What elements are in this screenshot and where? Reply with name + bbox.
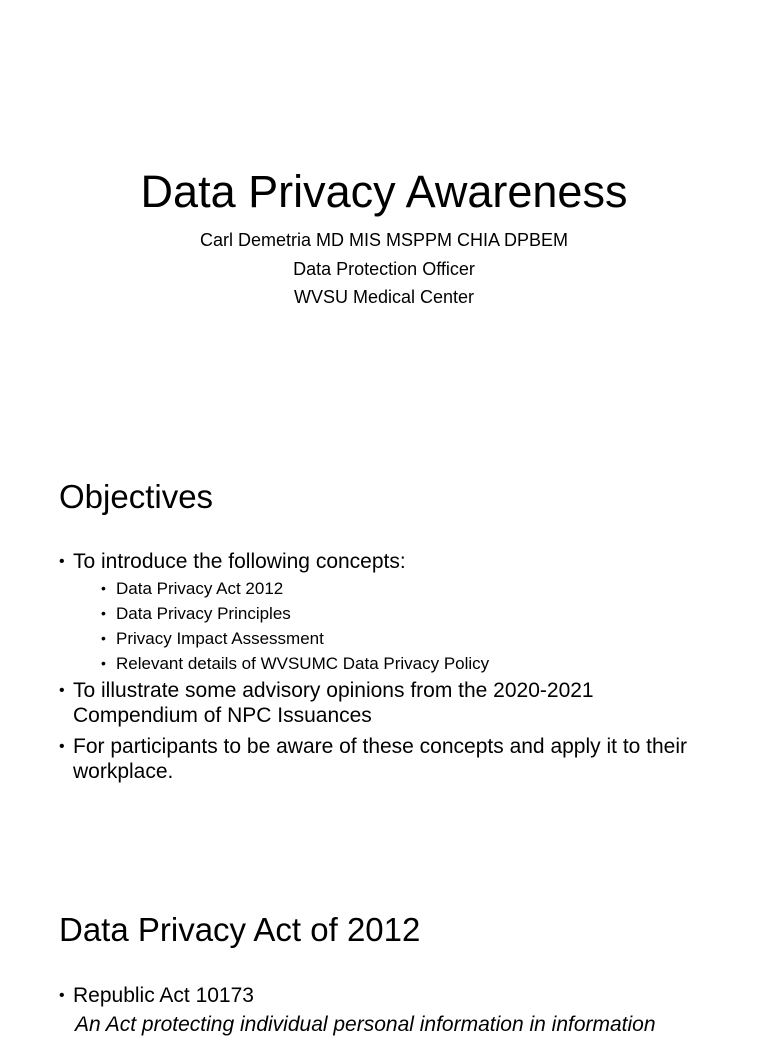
bullet-text: To introduce the following concepts:	[73, 550, 406, 573]
objectives-heading: Objectives	[59, 478, 214, 515]
list-item: • To illustrate some advisory opinions from the 2020-2021 Compendium of NPC Issuances	[59, 678, 709, 728]
act-list	[59, 983, 709, 1008]
presenter-organization: WVSU Medical Center	[293, 287, 475, 307]
sub-list	[73, 576, 709, 676]
act-heading: Data Privacy Act of 2012	[59, 911, 421, 948]
list-item: • Republic Act 10173	[59, 983, 709, 1008]
sub-list-item: • Data Privacy Principles	[101, 601, 709, 626]
sub-list-item: • Data Privacy Act 2012	[101, 576, 709, 601]
presentation-title: Data Privacy Awareness	[140, 166, 628, 217]
presenter-name: Carl Demetria MD MIS MSPPM CHIA DPBEM	[199, 230, 569, 250]
objectives-list	[59, 549, 709, 790]
sub-list-item: • Privacy Impact Assessment	[101, 626, 709, 651]
list-item	[59, 549, 709, 676]
presenter-role: Data Protection Officer	[293, 259, 475, 279]
act-description-partial: An Act protecting individual personal information in information	[75, 1013, 656, 1036]
list-item: • For participants to be aware of these concepts and apply it to their workplace.	[59, 734, 709, 784]
sub-list-item: • Relevant details of WVSUMC Data Privacy Policy	[101, 651, 709, 676]
